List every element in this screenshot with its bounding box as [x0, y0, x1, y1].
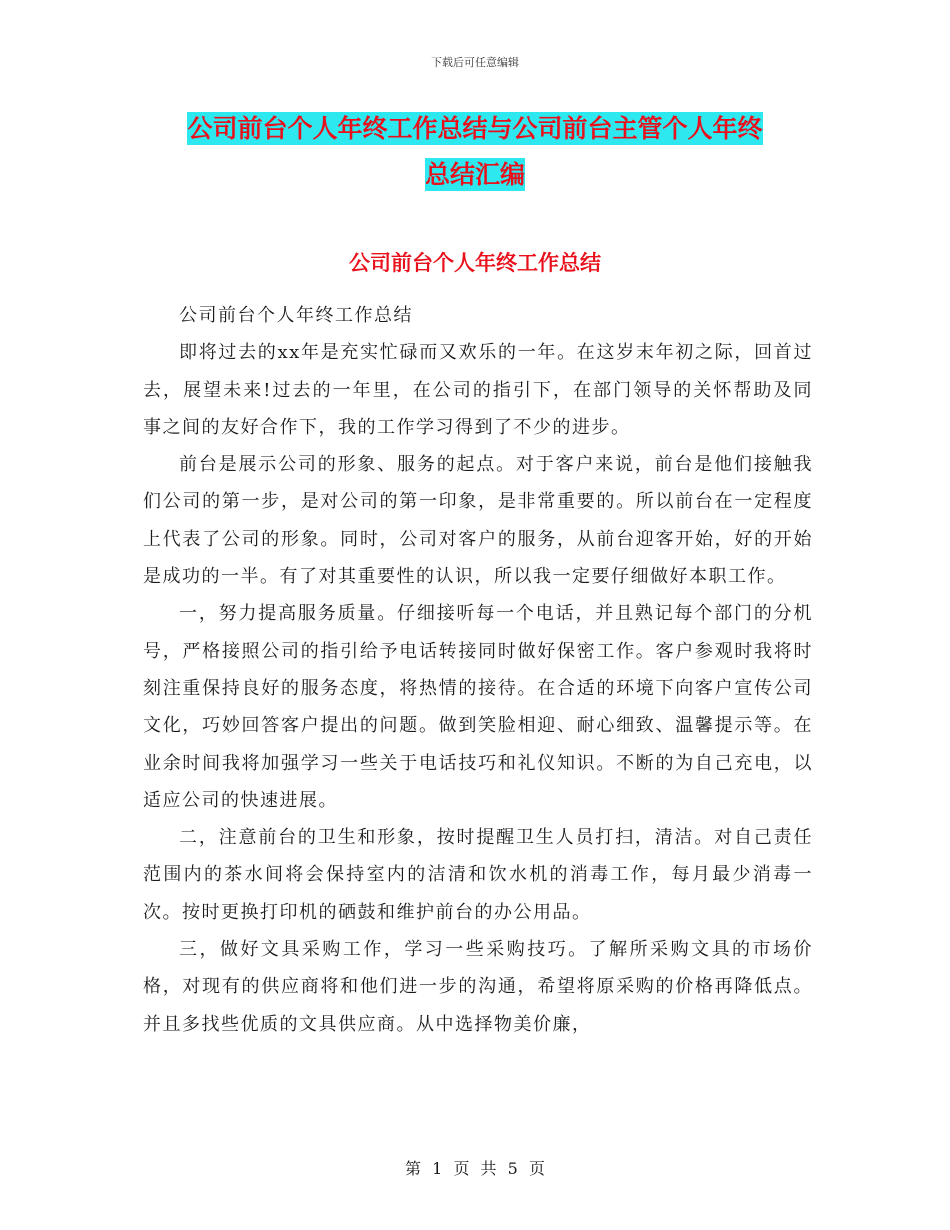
footer-prefix: 第 — [405, 1159, 422, 1178]
paragraph-intro: 即将过去的xx年是充实忙碌而又欢乐的一年。在这岁末年初之际，回首过去，展望未来!过去的一年里，在公司的指引下，在部门领导的关怀帮助及同事之间的友好合作下，我的工作学习得到了不少的进步。 — [143, 342, 813, 438]
paragraph-point-three: 三，做好文具采购工作，学习一些采购技巧。了解所采购文具的市场价格，对现有的供应商将和他们进一步的沟通，希望将原采购的价格再降低点。并且多找些优质的文具供应商。从中选择物美价廉， — [143, 939, 813, 1035]
footer-total-prefix: 共 — [480, 1159, 497, 1178]
footer-page-label: 页 — [453, 1159, 470, 1178]
footer-page-number: 1 — [432, 1159, 443, 1178]
document-title — [0, 106, 950, 198]
paragraph-point-one: 一，努力提高服务质量。仔细接听每一个电话，并且熟记每个部门的分机号，严格接照公司的指引给予电话转接同时做好保密工作。客户参观时我将时刻注重保持良好的服务态度，将热情的接待。在合适的环境下向客户宣传公司文化，巧妙回答客户提出的问题。做到笑脸相迎、耐心细致、温馨提示等。在业余时间我将加强学习一些关于电话技巧和礼仪知识。不断的为自己充电，以适应公司的快速进展。 — [143, 603, 813, 811]
document-title-line-2: 总结汇编 — [424, 160, 525, 189]
document-body — [143, 297, 813, 1043]
footer-total-pages: 5 — [507, 1159, 518, 1178]
section-title: 公司前台个人年终工作总结 — [349, 251, 601, 275]
footer-total-label: 页 — [528, 1159, 545, 1178]
header-note: 下载后可任意编辑 — [431, 56, 519, 69]
document-title-line-1: 公司前台个人年终工作总结与公司前台主管个人年终 — [187, 114, 763, 143]
paragraph-front-desk-role: 前台是展示公司的形象、服务的起点。对于客户来说，前台是他们接触我们公司的第一步，是对公司的第一印象，是非常重要的。所以前台在一定程度上代表了公司的形象。同时，公司对客户的服务，从前台迎客开始，好的开始是成功的一半。有了对其重要性的认识，所以我一定要仔细做好本职工作。 — [143, 454, 813, 588]
paragraph-subtitle: 公司前台个人年终工作总结 — [179, 305, 413, 326]
page-footer — [0, 1156, 950, 1179]
paragraph-point-two: 二，注意前台的卫生和形象，按时提醒卫生人员打扫，清洁。对自己责任范围内的茶水间将会保持室内的洁清和饮水机的消毒工作，每月最少消毒一次。按时更换打印机的硒鼓和维护前台的办公用品。 — [143, 827, 813, 923]
